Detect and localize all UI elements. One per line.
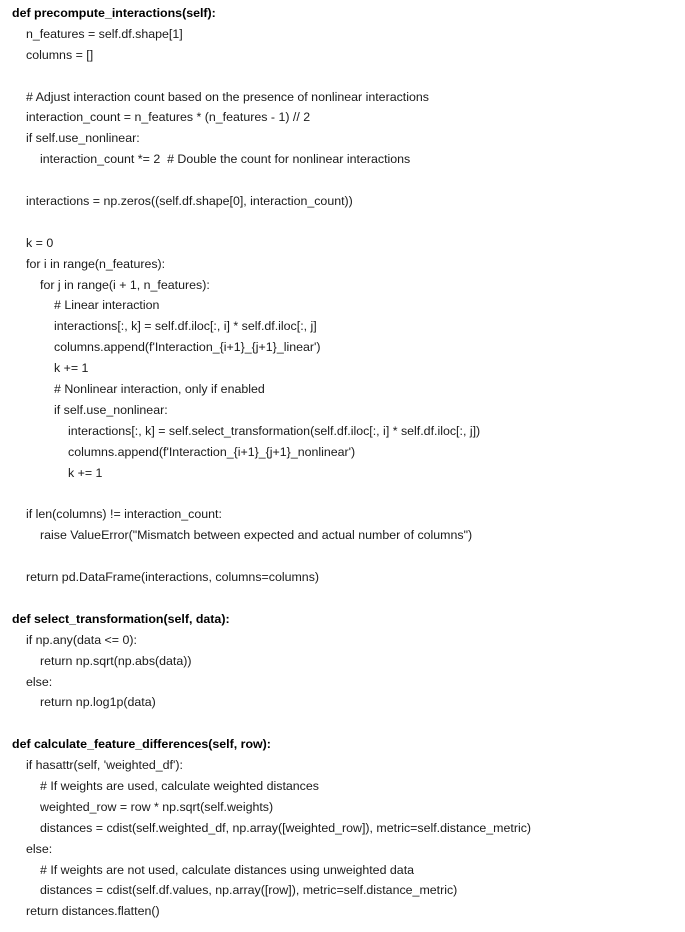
code-line: # Nonlinear interaction, only if enabled <box>54 382 265 397</box>
blank-line <box>0 170 685 191</box>
function-def-line: def precompute_interactions(self): <box>12 6 216 20</box>
code-listing <box>0 3 685 922</box>
code-line: for j in range(i + 1, n_features): <box>40 277 210 292</box>
code-line: columns.append(f'Interaction_{i+1}_{j+1}_nonlinear') <box>68 444 356 459</box>
code-line: else: <box>26 841 53 856</box>
function-def-line: def select_transformation(self, data): <box>12 611 230 626</box>
code-line: k += 1 <box>68 465 103 480</box>
code-line: weighted_row = row * np.sqrt(self.weights) <box>40 799 274 814</box>
code-line: interactions = np.zeros((self.df.shape[0], interaction_count)) <box>26 194 353 209</box>
code-line: raise ValueError("Mismatch between expected and actual number of columns") <box>40 528 473 543</box>
blank-line <box>0 212 685 233</box>
code-line: if self.use_nonlinear: <box>54 402 168 417</box>
blank-line <box>0 66 685 87</box>
code-line: # If weights are used, calculate weighted distances <box>40 778 319 793</box>
blank-line <box>0 546 685 567</box>
code-line: # Adjust interaction count based on the presence of nonlinear interactions <box>26 89 429 104</box>
code-line: for i in range(n_features): <box>26 256 166 271</box>
code-line: columns.append(f'Interaction_{i+1}_{j+1}_linear') <box>54 340 321 355</box>
blank-line <box>0 588 685 609</box>
code-line: columns = [] <box>26 47 94 62</box>
code-line: if np.any(data <= 0): <box>26 632 137 647</box>
blank-line <box>0 713 685 734</box>
code-line: interactions[:, k] = self.df.iloc[:, i] * self.df.iloc[:, j] <box>54 319 317 334</box>
code-line: return pd.DataFrame(interactions, columns=columns) <box>26 570 320 585</box>
code-line: # If weights are not used, calculate distances using unweighted data <box>40 862 415 877</box>
code-line: interactions[:, k] = self.select_transformation(self.df.iloc[:, i] * self.df.iloc[:, j]) <box>68 423 481 438</box>
code-line: interaction_count = n_features * (n_features - 1) // 2 <box>26 110 311 125</box>
code-line: distances = cdist(self.weighted_df, np.array([weighted_row]), metric=self.distance_metric) <box>40 820 532 835</box>
code-line: # Linear interaction <box>54 298 160 313</box>
code-line: k += 1 <box>54 361 89 376</box>
code-line: if hasattr(self, 'weighted_df'): <box>26 758 183 773</box>
function-def-line: def calculate_feature_differences(self, row): <box>12 737 271 752</box>
blank-line <box>0 483 685 504</box>
code-line: return np.sqrt(np.abs(data)) <box>40 653 192 668</box>
code-line: k = 0 <box>26 235 54 250</box>
code-line: return distances.flatten() <box>26 904 160 919</box>
code-line: distances = cdist(self.df.values, np.array([row]), metric=self.distance_metric) <box>40 883 458 898</box>
code-line: interaction_count *= 2 # Double the count for nonlinear interactions <box>40 152 411 167</box>
code-line: else: <box>26 674 53 689</box>
code-line: return np.log1p(data) <box>40 695 156 710</box>
code-line: if len(columns) != interaction_count: <box>26 507 222 522</box>
code-line: n_features = self.df.shape[1] <box>26 26 183 41</box>
code-line: if self.use_nonlinear: <box>26 131 140 146</box>
